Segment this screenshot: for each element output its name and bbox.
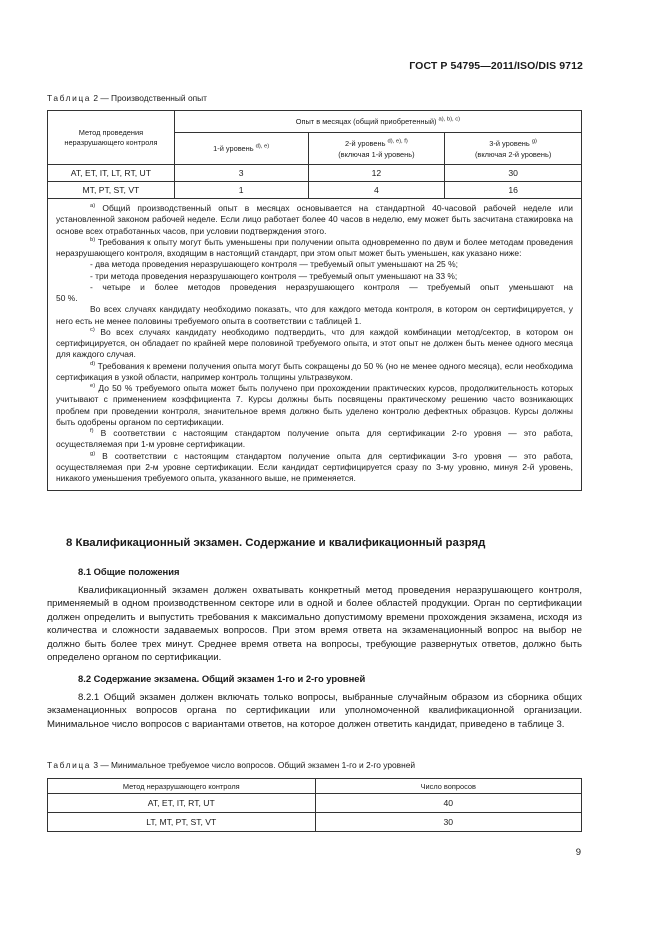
table2-experience	[47, 110, 582, 491]
section-8-1-heading: 8.1 Общие положения	[78, 566, 180, 577]
row-method: MT, PT, ST, VT	[48, 182, 175, 199]
table-row	[48, 794, 582, 813]
footnote-b-item-end: 50 %.	[56, 293, 78, 303]
page-number: 9	[575, 847, 581, 858]
footnote-e	[56, 383, 573, 428]
section-8-2-heading: 8.2 Содержание экзамена. Общий экзамен 1-го и 2-го уровней	[78, 673, 366, 684]
table2-caption-word: Таблица	[47, 93, 92, 103]
level3-sub: (включая 2-й уровень)	[474, 149, 552, 159]
row-value: 3	[174, 165, 308, 182]
footnote-b	[56, 237, 573, 260]
row-method: AT, ET, IT, RT, UT	[48, 794, 316, 813]
row-value: 4	[308, 182, 445, 199]
table2-level2-header	[308, 133, 445, 165]
table2-level1-header	[174, 133, 308, 165]
row-method: LT, MT, PT, ST, VT	[48, 813, 316, 832]
footnote-f	[56, 428, 573, 451]
table3-caption-text: 3 — Минимальное требуемое число вопросов. Общий экзамен 1-го и 2-го уровней	[91, 760, 416, 770]
row-count: 30	[315, 813, 581, 832]
table3-caption	[47, 760, 415, 770]
level1-label: 1-й уровень	[213, 144, 254, 153]
document-code: ГОСТ Р 54795—2011/ISO/DIS 9712	[409, 60, 583, 72]
row-value: 16	[445, 182, 582, 199]
table2-footnotes	[48, 199, 582, 491]
table-row	[48, 182, 582, 199]
footnote-c	[56, 327, 573, 361]
table-row	[48, 813, 582, 832]
table3-questions	[47, 778, 582, 832]
level2-sub: (включая 1-й уровень)	[338, 149, 415, 159]
level2-sup: d), e), f)	[387, 138, 408, 145]
footnote-text: В соответствии с настоящим стандартом получение опыта для сертификации 3-го уровня — это работа, осуществляемая при 2-м уровне сертификации. Если кандидат сертифицируется сразу по 3-му уровню, минуя 2-й уровень, никакого уменьшения требуемого опыта, указанного выше, не применяется.	[56, 450, 573, 483]
footnote-d	[56, 361, 573, 384]
row-count: 40	[315, 794, 581, 813]
footnote-g	[56, 451, 573, 485]
row-value: 30	[445, 165, 582, 182]
level1-sup: d), e)	[255, 143, 270, 150]
table2-caption	[47, 93, 207, 103]
footnote-a	[56, 203, 573, 237]
table3-caption-word: Таблица	[47, 760, 92, 770]
table2-method-header: Метод проведения неразрушающего контроля	[48, 111, 175, 165]
row-value: 12	[308, 165, 445, 182]
experience-header-sup: a), b), c)	[438, 116, 461, 123]
footnote-mark: g)	[90, 450, 96, 457]
footnote-text: Общий производственный опыт в месяцах основывается на стандартной 40-часовой рабочей неделе или установленной законом рабочей неделе. Если лицо работает более 40 часов в неделю, ему может быть засчитана стажировка на основе всех отработанных часов, при условии подтверждения этого.	[56, 203, 573, 236]
level2-label: 2-й уровень	[344, 138, 386, 148]
experience-header-text: Опыт в месяцах (общий приобретенный)	[295, 117, 437, 126]
footnote-text: Требования к опыту могут быть уменьшены при получении опыта одновременно по двум и более методам проведения неразрушающего контроля, входящим в настоящий стандарт, при этом опыт может быть уменьшен, как указано ниже:	[56, 236, 573, 258]
footnote-text: В соответствии с настоящим стандартом получение опыта для сертификации 2-го уровня — это работа, осуществляемая при 1-м уровне сертификации.	[56, 428, 573, 450]
level3-label: 3-й уровень	[489, 138, 530, 148]
footnote-b-item: - четыре и более методов проведения неразрушающего контроля — требуемый опыт уменьшают на	[90, 281, 573, 292]
footnote-b-item: - три метода проведения неразрушающего контроля — требуемый опыт уменьшают на 33 %;	[90, 270, 458, 281]
footnote-mark: e)	[90, 383, 96, 390]
table-row	[48, 165, 582, 182]
footnote-b-all: Во всех случаях кандидату необходимо показать, что для каждого метода контроля, в котором он сертифицируется, у него есть не менее половины требуемого опыта в соответствии с таблицей 1.	[56, 304, 573, 326]
table2-level3-header	[445, 133, 582, 165]
footnote-mark: a)	[90, 203, 96, 210]
footnote-mark: c)	[90, 326, 95, 333]
section-8-2-1-paragraph: 8.2.1 Общий экзамен должен включать только вопросы, выбранные случайным образом из сборника общих экзаменационных вопросов органа по сертификации или уполномоченной квалификационной организации. Минимальное число вопросов с вариантами ответов, на которое должен ответить кандидат, приведено в таблице 3.	[47, 692, 582, 730]
table2-experience-header	[174, 111, 581, 133]
level3-sup: g)	[531, 138, 537, 145]
row-value: 1	[174, 182, 308, 199]
footnote-mark: d)	[90, 360, 96, 367]
footnote-text: Во всех случаях кандидату необходимо подтвердить, что для каждой комбинации метод/сектор, в котором он сертифицируется, он обладает по крайней мере половиной требуемого опыта, и этот опыт не должен быть менее одного месяца для каждого случая.	[56, 326, 573, 360]
footnote-text: До 50 % требуемого опыта может быть получено при прохождении практических курсов, продолжительность которых учитывают с применением коэффициента 7. Курсы должны быть посвящены практическому решению часто возникающих проблем при проведении контроля, значительное время должно быть уделено контролю дефектных образцов. Курсы должны быть одобрены органом по сертификации.	[56, 383, 573, 427]
footnote-mark: f)	[90, 428, 94, 435]
table3-col-method: Метод неразрушающего контроля	[48, 779, 316, 794]
table2-caption-text: 2 — Производственный опыт	[91, 93, 207, 103]
footnote-mark: b)	[90, 236, 96, 243]
table3-col-count: Число вопросов	[315, 779, 581, 794]
row-method: AT, ET, IT, LT, RT, UT	[48, 165, 175, 182]
footnote-text: Требования к времени получения опыта могут быть сокращены до 50 % (но не менее одного месяца), если необходима сертификация в узкой области, например контроль толщины ультразвуком.	[56, 360, 573, 382]
section-8-heading: 8 Квалификационный экзамен. Содержание и квалификационный разряд	[66, 537, 486, 549]
section-8-1-paragraph: Квалификационный экзамен должен охватывать конкретный метод проведения неразрушающего контроля, применяемый в одном производственном секторе или в одной и более областей продукции. Орган по сертификации должен определить и выпустить требования к максимально допустимому времени прохождения экзамена, исходя из количества и сложности задаваемых вопросов. При этом время ответа на экзаменационный вопрос на выбор не должно быть более трех минут. Среднее время ответа на вопросы, требующие развернутых ответов, должно быть определено органом по сертификации.	[47, 585, 582, 664]
footnote-b-item: - два метода проведения неразрушающего контроля — требуемый опыт уменьшают на 25 %;	[90, 259, 458, 270]
